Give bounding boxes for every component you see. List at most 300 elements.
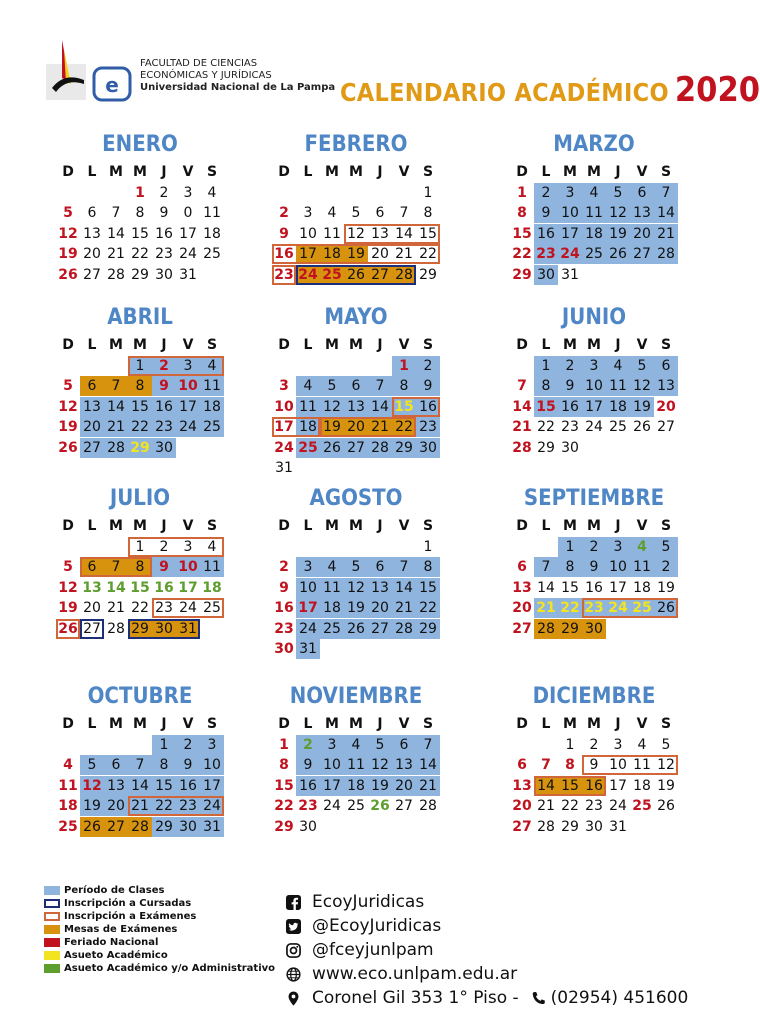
month-noviembre — [272, 684, 440, 838]
calendar-day: 9 — [416, 376, 440, 396]
weekday-header: M — [349, 716, 363, 732]
calendar-day: 30 — [561, 439, 579, 456]
calendar-day: 7 — [517, 378, 527, 394]
calendar-day: 13 — [512, 777, 532, 794]
calendar-day: 24 — [176, 417, 200, 437]
calendar-day: 17 — [609, 579, 627, 596]
calendar-day: 19 — [657, 777, 675, 794]
calendar-day: 22 — [558, 598, 582, 618]
legend-swatch-asueto-admin — [44, 964, 60, 973]
calendar-day: 25 — [58, 818, 78, 835]
calendar-day: 9 — [558, 376, 582, 396]
calendar-day: 21 — [534, 598, 558, 618]
web-contact[interactable] — [286, 962, 688, 986]
calendar-day: 10 — [582, 376, 606, 396]
calendar-day: 26 — [654, 598, 678, 618]
weekday-header: J — [377, 716, 383, 732]
calendar-day: 16 — [534, 224, 558, 244]
month-julio — [56, 486, 224, 640]
calendar-day: 17 — [558, 224, 582, 244]
calendar-day: 2 — [176, 735, 200, 755]
weekday-header: S — [660, 164, 672, 180]
calendar-day: 15 — [128, 397, 152, 417]
calendar-day: 5 — [606, 183, 630, 203]
calendar-day: 22 — [416, 598, 440, 618]
weekday-header: S — [206, 716, 218, 732]
calendar-day: 1 — [517, 184, 527, 201]
calendar-day: 17 — [296, 598, 320, 618]
calendar-day: 31 — [179, 266, 197, 283]
calendar-day: 3 — [183, 184, 193, 201]
legend-item-examenes — [44, 910, 275, 923]
calendar-day: 1 — [423, 538, 433, 555]
calendar-day: 24 — [558, 244, 582, 264]
legend-swatch-mesas — [44, 925, 60, 934]
twitter-contact[interactable] — [286, 914, 688, 938]
calendar-day: 23 — [561, 419, 579, 435]
month-name: JULIO — [109, 486, 171, 511]
calendar-day: 20 — [83, 246, 101, 262]
month-name: OCTUBRE — [87, 684, 193, 709]
instagram-handle: @fceyjunlpam — [312, 940, 434, 960]
calendar-day: 27 — [512, 620, 532, 637]
weekday-header: L — [541, 164, 551, 180]
calendar-day: 30 — [176, 817, 200, 837]
calendar-day: 24 — [200, 796, 224, 816]
month-octubre — [56, 684, 224, 838]
calendar-day: 15 — [561, 579, 579, 596]
weekday-header: M — [325, 716, 339, 732]
calendar-day: 26 — [58, 439, 78, 456]
legend-swatch-clases — [44, 886, 60, 895]
month-name: ENERO — [102, 132, 178, 157]
calendar-day: 4 — [606, 356, 630, 376]
calendar-day: 22 — [419, 246, 437, 262]
calendar-day: 20 — [656, 398, 676, 415]
weekday-header: J — [377, 518, 383, 534]
calendar-day: 24 — [323, 798, 341, 814]
calendar-day: 18 — [582, 224, 606, 244]
weekday-header: V — [636, 164, 648, 180]
month-name: DICIEMBRE — [532, 684, 656, 709]
calendar-day: 26 — [633, 419, 651, 435]
calendar-day: 18 — [320, 598, 344, 618]
calendar-day: 29 — [419, 266, 437, 283]
calendar-day: 5 — [320, 376, 344, 396]
weekday-header: M — [325, 337, 339, 353]
calendar-day: 15 — [130, 579, 150, 596]
calendar-day: 26 — [344, 265, 368, 285]
calendar-day: 3 — [296, 557, 320, 577]
legend-item-mesas — [44, 923, 275, 936]
calendar-day: 5 — [80, 755, 104, 775]
weekday-header: S — [422, 716, 434, 732]
calendar-day: 6 — [630, 183, 654, 203]
weekday-header: M — [133, 164, 147, 180]
calendar-day: 5 — [63, 559, 73, 575]
calendar-day: 23 — [416, 417, 440, 437]
calendar-day: 11 — [203, 205, 221, 221]
calendar-day: 23 — [176, 796, 200, 816]
weekday-header: M — [109, 716, 123, 732]
calendar-day: 19 — [344, 598, 368, 618]
calendar-day: 26 — [370, 798, 390, 814]
calendar-day: 25 — [320, 265, 344, 285]
calendar-day: 8 — [128, 557, 152, 577]
calendar-day: 25 — [609, 419, 627, 435]
weekday-header: L — [303, 164, 313, 180]
calendar-day: 7 — [111, 205, 121, 221]
calendar-day: 16 — [274, 246, 294, 262]
calendar-day: 11 — [58, 777, 78, 794]
calendar-day: 18 — [200, 397, 224, 417]
calendar-day: 17 — [320, 776, 344, 796]
month-febrero — [272, 132, 440, 286]
calendar-day: 30 — [585, 818, 603, 835]
calendar-day: 0 — [183, 205, 193, 221]
instagram-icon — [286, 943, 301, 958]
calendar-day: 8 — [534, 376, 558, 396]
weekday-header: S — [206, 518, 218, 534]
weekday-header: M — [133, 337, 147, 353]
calendar-day: 11 — [344, 755, 368, 775]
calendar-day: 8 — [565, 757, 575, 773]
calendar-day: 30 — [152, 438, 176, 458]
contacts — [286, 890, 688, 1010]
weekday-header: M — [587, 337, 601, 353]
calendar-day: 6 — [104, 755, 128, 775]
calendar-day: 4 — [200, 356, 224, 376]
calendar-day: 15 — [558, 776, 582, 796]
calendar-day: 2 — [279, 559, 289, 575]
calendar-day: 2 — [279, 205, 289, 221]
month-mayo — [272, 305, 440, 476]
weekday-header: D — [516, 518, 528, 534]
calendar-day: 15 — [416, 578, 440, 598]
calendar-day: 19 — [58, 419, 78, 435]
calendar-day: 26 — [606, 244, 630, 264]
calendar-day: 6 — [80, 376, 104, 396]
calendar-day: 27 — [395, 798, 413, 814]
weekday-header: V — [398, 518, 410, 534]
calendar-day: 22 — [512, 246, 532, 262]
university-name: Universidad Nacional de La Pampa — [140, 82, 336, 93]
weekday-header: J — [615, 716, 621, 732]
faculty-logo — [44, 38, 136, 104]
globe-icon — [286, 967, 301, 982]
calendar-day: 7 — [534, 557, 558, 577]
calendar-day: 16 — [296, 776, 320, 796]
calendar-day: 10 — [296, 578, 320, 598]
twitter-handle: @EcoyJuridicas — [312, 916, 442, 936]
weekday-header: V — [398, 164, 410, 180]
calendar-day: 6 — [368, 557, 392, 577]
calendar-day: 19 — [368, 776, 392, 796]
calendar-day: 14 — [416, 755, 440, 775]
calendar-day: 27 — [368, 619, 392, 639]
calendar-day: 2 — [159, 538, 169, 555]
calendar-day: 2 — [534, 183, 558, 203]
calendar-day: 25 — [200, 417, 224, 437]
calendar-day: 6 — [344, 376, 368, 396]
calendar-day: 20 — [512, 798, 532, 814]
calendar-day: 18 — [296, 417, 320, 437]
calendar-day: 30 — [582, 619, 606, 639]
weekday-header: L — [87, 337, 97, 353]
legend-label: Inscripción a Cursadas — [64, 898, 192, 909]
calendar-day: 5 — [368, 735, 392, 755]
calendar-day: 8 — [423, 205, 433, 221]
calendar-day: 18 — [203, 225, 221, 242]
weekday-header: M — [109, 337, 123, 353]
calendar-day: 31 — [609, 818, 627, 835]
calendar-day: 25 — [630, 598, 654, 618]
calendar-day: 15 — [392, 397, 416, 417]
weekday-header: M — [563, 716, 577, 732]
calendar-day: 4 — [63, 757, 73, 773]
calendar-day: 26 — [657, 798, 675, 814]
calendar-day: 18 — [58, 798, 78, 814]
weekday-header: L — [303, 518, 313, 534]
calendar-day: 15 — [534, 397, 558, 417]
calendar-day: 25 — [203, 600, 221, 616]
weekday-header: M — [587, 716, 601, 732]
calendar-day: 12 — [347, 225, 365, 242]
calendar-day: 9 — [152, 557, 176, 577]
calendar-day: 15 — [152, 776, 176, 796]
calendar-day: 6 — [87, 205, 97, 221]
calendar-day: 6 — [517, 559, 527, 575]
calendar-day: 5 — [344, 557, 368, 577]
calendar-day: 23 — [274, 266, 294, 283]
svg-text:e: e — [105, 73, 119, 97]
calendar-day: 25 — [632, 798, 652, 814]
calendar-day: 22 — [131, 246, 149, 262]
calendar-day: 6 — [392, 735, 416, 755]
calendar-day: 1 — [565, 736, 575, 753]
calendar-day: 24 — [274, 439, 294, 456]
calendar-day: 7 — [392, 557, 416, 577]
calendar-day: 10 — [606, 557, 630, 577]
calendar-day: 27 — [657, 419, 675, 435]
calendar-day: 16 — [154, 579, 174, 596]
facebook-contact[interactable] — [286, 890, 688, 914]
weekday-header: D — [516, 164, 528, 180]
calendar-day: 9 — [279, 225, 289, 242]
weekday-header: M — [563, 518, 577, 534]
calendar-day: 5 — [661, 736, 671, 753]
calendar-day: 17 — [609, 777, 627, 794]
weekday-header: M — [109, 518, 123, 534]
calendar-day: 2 — [152, 356, 176, 376]
calendar-day: 23 — [155, 246, 173, 262]
calendar-day: 12 — [606, 203, 630, 223]
calendar-day: 23 — [582, 598, 606, 618]
calendar-day: 16 — [274, 600, 294, 616]
calendar-day: 22 — [152, 796, 176, 816]
weekday-header: D — [516, 337, 528, 353]
legend-swatch-feriado — [44, 938, 60, 947]
calendar-day: 28 — [107, 266, 125, 283]
calendar-day: 27 — [512, 818, 532, 835]
weekday-header: V — [398, 337, 410, 353]
phone-contact[interactable] — [531, 986, 689, 1010]
calendar-day: 31 — [176, 619, 200, 639]
calendar-day: 14 — [104, 397, 128, 417]
weekday-header: M — [133, 716, 147, 732]
month-name: NOVIEMBRE — [289, 684, 423, 709]
weekday-header: J — [615, 518, 621, 534]
calendar-day: 17 — [176, 397, 200, 417]
weekday-header: L — [541, 518, 551, 534]
calendar-day: 27 — [80, 438, 104, 458]
weekday-header: J — [615, 164, 621, 180]
calendar-day: 6 — [654, 356, 678, 376]
calendar-day: 23 — [274, 620, 294, 637]
calendar-day: 13 — [654, 376, 678, 396]
calendar-day: 14 — [106, 579, 126, 596]
calendar-day: 21 — [395, 246, 413, 262]
calendar-day: 21 — [107, 600, 125, 616]
weekday-header: V — [636, 518, 648, 534]
month-junio — [510, 305, 678, 459]
calendar-day: 11 — [582, 203, 606, 223]
calendar-day: 26 — [58, 266, 78, 283]
calendar-day: 1 — [392, 356, 416, 376]
calendar-day: 29 — [131, 266, 149, 283]
calendar-day: 14 — [395, 225, 413, 242]
calendar-day: 13 — [512, 579, 532, 596]
page-title — [340, 70, 760, 110]
calendar-day: 27 — [104, 817, 128, 837]
calendar-day: 15 — [131, 225, 149, 242]
facebook-handle: EcoyJuridicas — [312, 892, 425, 912]
calendar-day: 12 — [630, 376, 654, 396]
calendar-day: 3 — [606, 537, 630, 557]
month-name: SEPTIEMBRE — [523, 486, 665, 511]
legend-label: Feriado Nacional — [64, 937, 159, 948]
calendar-day: 9 — [589, 757, 599, 773]
calendar-day: 10 — [299, 225, 317, 242]
calendar-day: 18 — [606, 397, 630, 417]
calendar-day: 24 — [296, 619, 320, 639]
calendar-day: 18 — [202, 579, 222, 596]
calendar-day: 2 — [654, 557, 678, 577]
calendar-day: 28 — [512, 439, 532, 456]
calendar-day: 8 — [279, 757, 289, 773]
calendar-day: 4 — [344, 735, 368, 755]
weekday-header: S — [660, 337, 672, 353]
calendar-day: 20 — [371, 246, 389, 262]
calendar-day: 4 — [296, 376, 320, 396]
instagram-contact[interactable] — [286, 938, 688, 962]
calendar-day: 21 — [416, 776, 440, 796]
calendar-day: 31 — [275, 460, 293, 476]
calendar-day: 19 — [320, 417, 344, 437]
calendar-day: 2 — [296, 735, 320, 755]
calendar-day: 28 — [128, 817, 152, 837]
calendar-day: 11 — [633, 757, 651, 773]
legend-label: Asueto Académico y/o Administrativo — [64, 963, 276, 974]
calendar-day: 5 — [630, 356, 654, 376]
month-name: MAYO — [324, 305, 388, 330]
calendar-day: 13 — [344, 397, 368, 417]
phone-icon — [531, 991, 546, 1006]
calendar-day: 30 — [155, 266, 173, 283]
calendar-day: 1 — [558, 537, 582, 557]
calendar-day: 21 — [104, 417, 128, 437]
calendar-day: 13 — [368, 578, 392, 598]
calendar-day: 12 — [657, 757, 675, 773]
calendar-day: 26 — [80, 817, 104, 837]
calendar-day: 29 — [274, 818, 294, 835]
legend-label: Período de Clases — [64, 885, 165, 896]
calendar-day: 24 — [609, 798, 627, 814]
calendar-day: 23 — [585, 798, 603, 814]
calendar-day: 4 — [637, 736, 647, 753]
weekday-header: M — [325, 164, 339, 180]
calendar-day: 27 — [83, 620, 101, 637]
calendar-day: 12 — [368, 755, 392, 775]
weekday-header: J — [161, 518, 167, 534]
calendar-day: 27 — [630, 244, 654, 264]
calendar-day: 19 — [80, 796, 104, 816]
calendar-day: 30 — [299, 818, 317, 835]
legend-item-clases — [44, 884, 275, 897]
weekday-header: M — [349, 518, 363, 534]
calendar-day: 3 — [200, 735, 224, 755]
calendar-day: 2 — [416, 356, 440, 376]
weekday-header: M — [109, 164, 123, 180]
calendar-day: 15 — [274, 777, 294, 794]
calendar-day: 3 — [176, 356, 200, 376]
legend-item-feriado — [44, 936, 275, 949]
month-agosto — [272, 486, 440, 657]
calendar-day: 7 — [128, 755, 152, 775]
calendar-day: 1 — [128, 356, 152, 376]
calendar-day: 1 — [534, 356, 558, 376]
calendar-day: 5 — [654, 537, 678, 557]
calendar-day: 23 — [298, 798, 318, 814]
calendar-day: 18 — [633, 579, 651, 596]
calendar-day: 4 — [630, 537, 654, 557]
weekday-header: D — [62, 716, 74, 732]
calendar-day: 9 — [152, 376, 176, 396]
weekday-header: D — [278, 716, 290, 732]
calendar-day: 20 — [83, 600, 101, 616]
calendar-day: 7 — [104, 557, 128, 577]
legend-swatch-asueto — [44, 951, 60, 960]
calendar-day: 24 — [296, 265, 320, 285]
calendar-day: 4 — [207, 184, 217, 201]
calendar-day: 17 — [178, 579, 198, 596]
calendar-day: 21 — [107, 246, 125, 262]
weekday-header: V — [182, 337, 194, 353]
calendar-day: 25 — [320, 619, 344, 639]
calendar-day: 9 — [279, 579, 289, 596]
calendar-day: 29 — [152, 817, 176, 837]
month-name: AGOSTO — [309, 486, 403, 511]
calendar-day: 7 — [399, 205, 409, 221]
calendar-day: 18 — [344, 776, 368, 796]
calendar-day: 8 — [135, 205, 145, 221]
weekday-header: D — [62, 337, 74, 353]
calendar-day: 26 — [344, 619, 368, 639]
calendar-day: 20 — [630, 224, 654, 244]
weekday-header: J — [161, 337, 167, 353]
website-url: www.eco.unlpam.edu.ar — [312, 964, 518, 984]
weekday-header: S — [422, 337, 434, 353]
